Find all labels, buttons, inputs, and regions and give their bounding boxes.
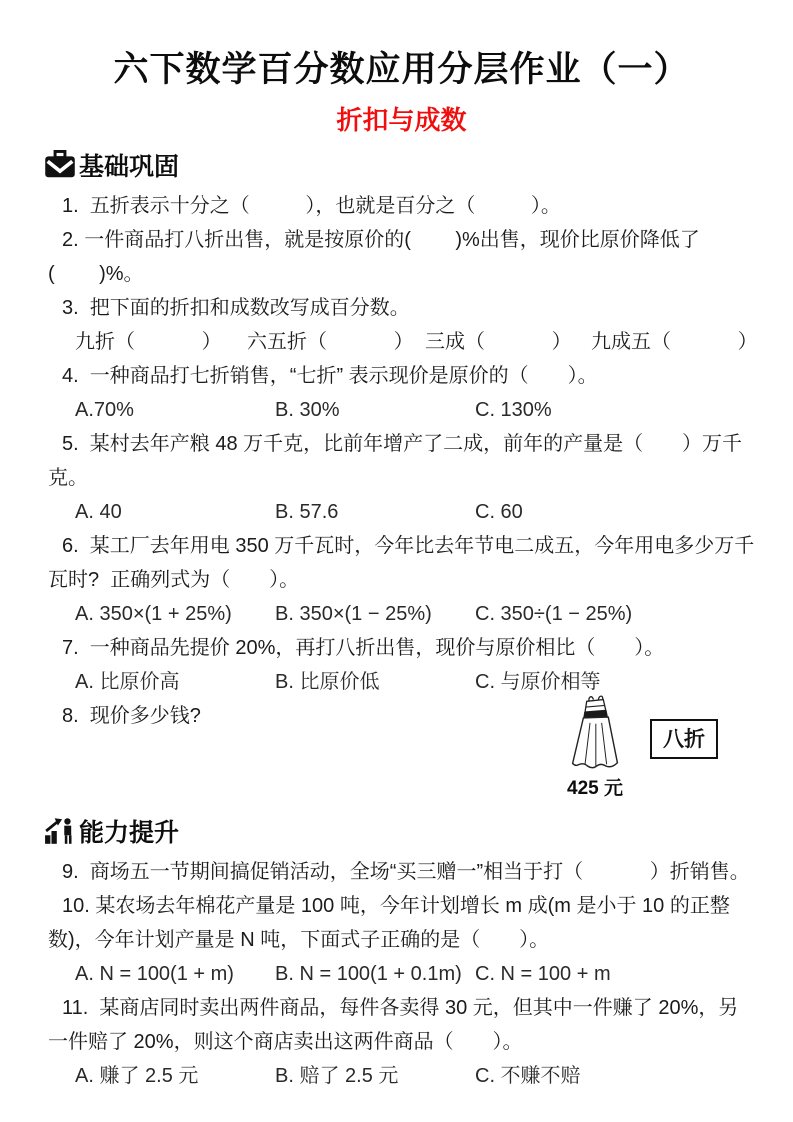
question-9: 9. 商场五一节期间搞促销活动，全场“买三赠一”相当于打（ ）折销售。 <box>62 861 750 883</box>
q4-option-b: B. 30% <box>275 399 340 421</box>
page-subtitle: 折扣与成数 <box>336 105 467 135</box>
q3-blank-jiuchengwu: 九成五（ ） <box>591 331 758 353</box>
q5-option-c: C. 60 <box>475 501 523 523</box>
section-advance-label: 能力提升 <box>79 819 180 847</box>
q6-option-a: A. 350×(1 + 25%) <box>75 603 232 625</box>
question-4: 4. 一种商品打七折销售，“七折” 表示现价是原价的（ ）。 <box>62 365 598 387</box>
question-6: 6. 某工厂去年用电 350 万千瓦时，今年比去年节电二成五，今年用电多少万千瓦时? 正确列式为（ ）。 <box>48 535 755 591</box>
q3-blank-liuwuzhe: 六五折（ ） <box>247 331 414 353</box>
question-4-options <box>75 393 755 427</box>
question-5: 5. 某村去年产粮 48 万千克，比前年增产了二成，前年的产量是（ ）万千克。 <box>48 433 743 489</box>
discount-tag: 八折 <box>650 719 718 759</box>
q11-option-c: C. 不赚不赔 <box>475 1065 581 1087</box>
question-10: 10. 某农场去年棉花产量是 100 吨，今年计划增长 m 成(m 是小于 10 的正整数)，今年计划产量是 N 吨，下面式子正确的是（ ）。 <box>48 895 730 951</box>
q4-option-a: A.70% <box>75 399 134 421</box>
q5-option-a: A. 40 <box>75 501 122 523</box>
question-7-options <box>75 665 755 699</box>
q7-option-c: C. 与原价相等 <box>475 671 601 693</box>
question-11-options <box>75 1059 755 1093</box>
page-title: 六下数学百分数应用分层作业（一） <box>113 50 690 89</box>
question-2: 2. 一件商品打八折出售，就是按原价的( )%出售，现价比原价降低了( )%。 <box>48 229 700 285</box>
section-basic-header <box>44 147 755 183</box>
section-basic-label: 基础巩固 <box>79 153 180 181</box>
question-3-blanks <box>75 325 758 359</box>
q3-blank-jiuzhe: 九折（ ） <box>75 331 222 353</box>
q10-option-b: B. N = 100(1 + 0.1m) <box>275 963 462 985</box>
q3-blank-sancheng: 三成（ ） <box>425 331 572 353</box>
price-label: 425 元 <box>567 778 623 799</box>
q7-option-b: B. 比原价低 <box>275 671 380 693</box>
question-7: 7. 一种商品先提价 20%，再打八折出售，现价与原价相比（ ）。 <box>62 637 665 659</box>
q11-option-a: A. 赚了 2.5 元 <box>75 1065 199 1087</box>
dress-figure <box>553 693 637 799</box>
briefcase-icon <box>44 150 76 180</box>
section-advance-header <box>44 813 755 849</box>
q4-option-c: C. 130% <box>475 399 552 421</box>
question-8-block <box>48 699 755 805</box>
growth-icon <box>44 816 76 846</box>
q5-option-b: B. 57.6 <box>275 501 339 523</box>
q7-option-a: A. 比原价高 <box>75 671 180 693</box>
question-5-options <box>75 495 755 529</box>
q10-option-c: C. N = 100 + m <box>475 963 611 985</box>
question-3: 3. 把下面的折扣和成数改写成百分数。 <box>62 297 410 319</box>
question-10-options <box>75 957 755 991</box>
dress-icon <box>563 758 627 775</box>
q10-option-a: A. N = 100(1 + m) <box>75 963 234 985</box>
question-8: 8. 现价多少钱? <box>62 705 201 727</box>
question-1: 1. 五折表示十分之（ ），也就是百分之（ ）。 <box>62 195 561 217</box>
question-11: 11. 某商店同时卖出两件商品，每件各卖得 30 元，但其中一件赚了 20%，另一件赔了 20%，则这个商店卖出这两件商品（ ）。 <box>48 997 739 1053</box>
q11-option-b: B. 赔了 2.5 元 <box>275 1065 399 1087</box>
question-6-options <box>75 597 755 631</box>
q6-option-c: C. 350÷(1 − 25%) <box>475 603 633 625</box>
q6-option-b: B. 350×(1 − 25%) <box>275 603 432 625</box>
